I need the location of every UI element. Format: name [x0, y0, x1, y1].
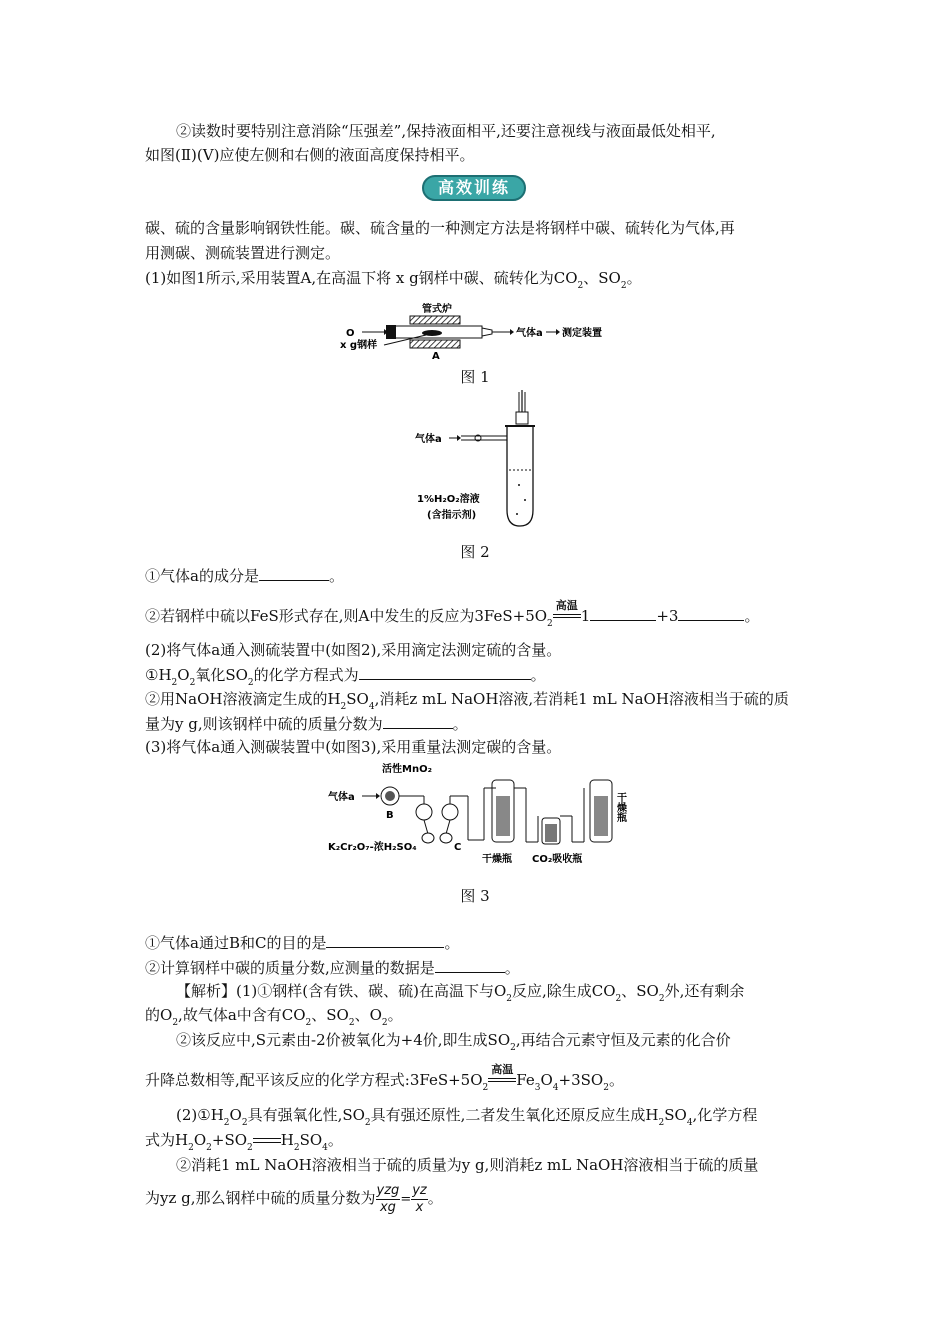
t: ②用NaOH溶液滴定生成的H: [145, 690, 341, 708]
question-3: (3)将气体a通入测碳装置中(如图3),采用重量法测定碳的含量。: [145, 738, 562, 756]
equals: =: [400, 1192, 412, 1207]
t: +3SO: [558, 1071, 604, 1089]
co2-absorber-label: CO₂吸收瓶: [532, 854, 583, 865]
t: 。: [327, 1131, 343, 1149]
q1-text: 。: [626, 269, 642, 287]
sub: 2: [172, 1018, 179, 1028]
question-1: [145, 268, 642, 296]
solution-label: 1%H₂O₂溶液: [417, 494, 480, 505]
denominator: x: [415, 1199, 424, 1215]
intro-note-line-1: ②读数时要特别注意消除“压强差”,保持液面相平,还要注意视线与液面最低处相平,: [176, 122, 716, 140]
reaction-condition: [488, 1063, 516, 1088]
sub: 2: [206, 1143, 212, 1153]
condition-label: 高温: [491, 1063, 514, 1076]
t: H: [280, 1131, 294, 1149]
t: 、O: [354, 1006, 382, 1024]
sub: 2: [658, 1118, 665, 1128]
condition-label: 高温: [555, 599, 578, 612]
t: ②计算钢样中碳的质量分数,应测量的数据是: [145, 959, 435, 977]
analysis-3: [176, 1030, 731, 1058]
t: 。: [387, 1006, 403, 1024]
answer-blank[interactable]: [359, 664, 531, 680]
sub: 2: [305, 1018, 312, 1028]
apparatus-a-label: A: [432, 351, 440, 362]
sub: 4: [368, 702, 375, 712]
indicator-label: (含指示剂): [427, 510, 477, 521]
question-1-1: [145, 565, 344, 586]
t: 量为y g,则该钢样中硫的质量分数为: [145, 715, 383, 733]
sub: 2: [340, 702, 347, 712]
q1-1-text: ①气体a的成分是: [145, 567, 259, 585]
t: ②该反应中,S元素由-2价被氧化为+4价,即生成SO: [176, 1031, 511, 1049]
sub: 2: [603, 1083, 609, 1093]
t: O: [229, 1106, 242, 1124]
analysis-6: [145, 1130, 343, 1158]
sub: 2: [615, 994, 622, 1004]
sub: 2: [247, 678, 254, 688]
section-banner-label: 高效训练: [437, 178, 510, 197]
sample-label: x g钢样: [340, 340, 378, 351]
t: 具有强还原性,二者发生氧化还原反应生成H: [370, 1106, 659, 1124]
t: O: [177, 666, 190, 684]
sub: 2: [381, 1018, 388, 1028]
reaction-condition: [553, 599, 581, 624]
gas-a-label: 气体a: [415, 434, 442, 445]
numerator: yzg: [376, 1182, 400, 1198]
question-2: (2)将气体a通入测硫装置中(如图2),采用滴定法测定硫的含量。: [145, 641, 562, 659]
t: 式为H: [145, 1131, 189, 1149]
sub: 2: [189, 678, 196, 688]
t: 氧化SO: [195, 666, 248, 684]
t: ①H: [145, 666, 172, 684]
answer-blank[interactable]: [435, 957, 505, 973]
figure-3-caption: 图 3: [460, 887, 490, 905]
t: 具有强氧化性,SO: [247, 1106, 365, 1124]
analysis-5: [176, 1105, 757, 1133]
question-3-1: [145, 932, 459, 953]
t: (2)①H: [176, 1106, 224, 1124]
analysis-2: [145, 1005, 403, 1033]
analysis-4: [145, 1063, 624, 1098]
coefficient: +3: [656, 607, 679, 625]
q1-text: (1)如图1所示,采用装置A,在高温下将 x g钢样中碳、硫转化为CO: [145, 269, 578, 287]
sub: 4: [552, 1083, 559, 1093]
dryer-2-label: 干燥瓶: [614, 792, 626, 822]
question-1-2: [145, 599, 760, 634]
mno2-label: 活性MnO₂: [382, 764, 432, 775]
b-label: B: [386, 810, 394, 821]
t: 、SO: [311, 1006, 349, 1024]
sub: 4: [686, 1118, 693, 1128]
t: 。: [608, 1071, 624, 1089]
q1-2-text: ②若钢样中硫以FeS形式存在,则A中发生的反应为3FeS+5O: [145, 607, 548, 625]
period: 。: [530, 666, 546, 684]
analysis-8: [145, 1180, 443, 1218]
t: Fe: [516, 1071, 535, 1089]
period: 。: [444, 934, 460, 952]
period: 。: [504, 959, 520, 977]
t: 的O: [145, 1006, 173, 1024]
numerator: yz: [412, 1182, 427, 1198]
period: 。: [328, 567, 344, 585]
dryer-label: 干燥瓶: [482, 854, 512, 865]
sub: 2: [482, 1083, 489, 1093]
q1-text: 、SO: [583, 269, 621, 287]
answer-blank[interactable]: [259, 565, 329, 581]
figure-2-sulfur-titration: [415, 390, 545, 530]
t: ,化学方程: [692, 1106, 758, 1124]
equals-sign: [253, 1136, 281, 1146]
sub: 2: [241, 1118, 248, 1128]
furnace-label: 管式炉: [422, 304, 452, 315]
sub: 2: [293, 1143, 300, 1153]
sub: 2: [247, 1143, 253, 1153]
t: O: [540, 1071, 553, 1089]
section-banner: [422, 175, 526, 201]
sub: 3: [534, 1083, 541, 1093]
o2-label: O: [346, 328, 355, 339]
sub: 2: [510, 1043, 516, 1053]
sub: 2: [223, 1118, 230, 1128]
t: 、SO: [621, 982, 659, 1000]
t: ,故气体a中含有CO: [178, 1006, 306, 1024]
t: 。: [427, 1189, 443, 1207]
period: 。: [744, 607, 760, 625]
sub: 2: [171, 678, 178, 688]
answer-blank[interactable]: [326, 932, 444, 948]
coefficient: 1: [580, 607, 591, 625]
figure-1-caption: 图 1: [460, 368, 490, 386]
problem-intro-1: 碳、硫的含量影响钢铁性能。碳、硫含量的一种测定方法是将钢样中碳、硫转化为气体,再: [145, 219, 735, 237]
denominator: xg: [379, 1199, 396, 1215]
sub: 2: [620, 281, 627, 291]
t: 外,还有剩余: [664, 982, 745, 1000]
t: ,消耗z mL NaOH溶液,若消耗1 mL NaOH溶液相当于硫的质: [374, 690, 789, 708]
figure-3-carbon-apparatus: [328, 762, 638, 872]
t: ①气体a通过B和C的目的是: [145, 934, 327, 952]
sub: 2: [506, 994, 512, 1004]
measure-label: 测定装置: [562, 328, 602, 339]
c-label: C: [454, 842, 462, 853]
t: ,再结合元素守恒及元素的化合价: [515, 1031, 731, 1049]
figure-1-tube-furnace: [340, 300, 630, 362]
fraction-2: [411, 1183, 428, 1216]
t: +SO: [211, 1131, 248, 1149]
question-2-2-cont: [145, 713, 468, 734]
t: SO: [664, 1106, 687, 1124]
question-3-2: [145, 957, 520, 978]
t: 升降总数相等,配平该反应的化学方程式:3FeS+5O: [145, 1071, 483, 1089]
t: O: [193, 1131, 207, 1149]
figure-2-caption: 图 2: [460, 543, 490, 561]
answer-blank[interactable]: [590, 605, 656, 621]
fraction-1: [376, 1183, 401, 1216]
sub: 4: [322, 1143, 328, 1153]
t: SO: [299, 1131, 323, 1149]
intro-note-line-2: 如图(Ⅱ)(Ⅴ)应使左侧和右侧的液面高度保持相平。: [145, 146, 475, 164]
answer-blank[interactable]: [383, 713, 453, 729]
problem-intro-2: 用测碳、测硫装置进行测定。: [145, 244, 341, 262]
t: 反应,除生成CO: [512, 982, 616, 1000]
t: 为yz g,那么钢样中硫的质量分数为: [145, 1189, 376, 1207]
t: SO: [346, 690, 369, 708]
sub: 2: [348, 1018, 355, 1028]
t: 的化学方程式为: [253, 666, 359, 684]
sub: 2: [658, 994, 665, 1004]
gas-a-label: 气体a: [516, 328, 543, 339]
sub: 2: [364, 1118, 371, 1128]
sub: 2: [188, 1143, 194, 1153]
gas-a-label: 气体a: [328, 792, 355, 803]
period: 。: [452, 715, 468, 733]
analysis-7: ②消耗1 mL NaOH溶液相当于硫的质量为y g,则消耗z mL NaOH溶液相当于硫的质量: [176, 1156, 759, 1174]
answer-blank[interactable]: [678, 605, 744, 621]
sub: 2: [577, 281, 584, 291]
reagent-label: K₂Cr₂O₇-浓H₂SO₄: [328, 842, 417, 853]
t: 【解析】(1)①钢样(含有铁、碳、硫)在高温下与O: [176, 982, 507, 1000]
sub: 2: [547, 619, 553, 629]
